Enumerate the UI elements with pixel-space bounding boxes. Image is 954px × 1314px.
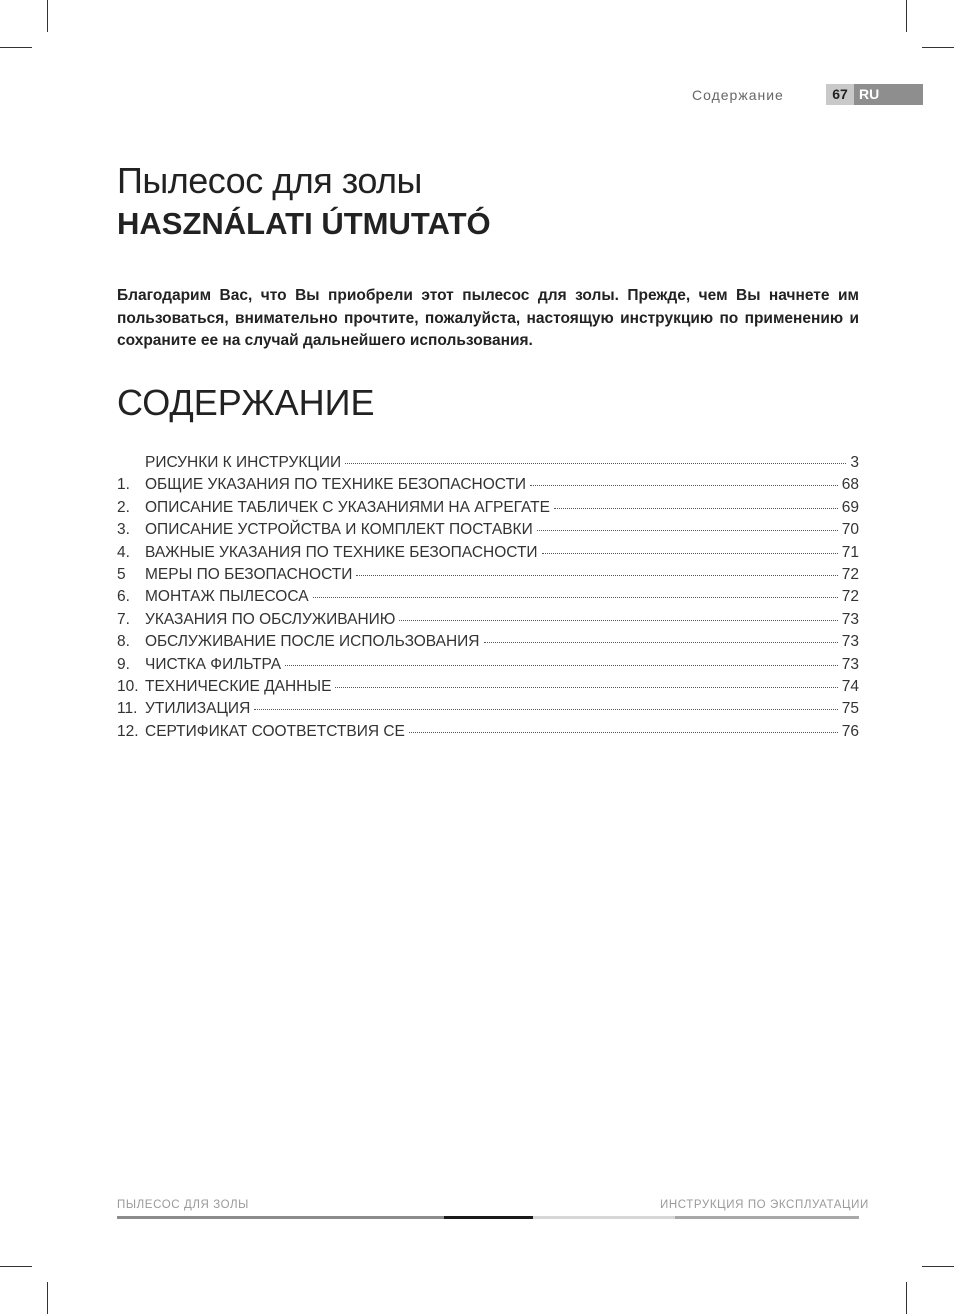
toc-entry-page: 71 <box>841 543 859 561</box>
toc-entry-number: 5 <box>117 565 126 583</box>
table-of-contents <box>117 454 859 745</box>
toc-dot-leader <box>335 686 837 688</box>
toc-entry-label: УТИЛИЗАЦИЯ <box>145 700 251 718</box>
toc-entry-page: 74 <box>841 677 859 695</box>
toc-entry-page: 72 <box>841 565 859 583</box>
toc-entry-number: 4. <box>117 543 130 561</box>
toc-entry[interactable] <box>117 656 859 678</box>
toc-entry[interactable] <box>117 499 859 521</box>
toc-entry[interactable] <box>117 611 859 633</box>
crop-mark <box>0 47 32 48</box>
toc-entry-number: 10. <box>117 677 139 695</box>
toc-dot-leader <box>542 552 838 554</box>
toc-entry-number: 2. <box>117 498 130 516</box>
toc-entry[interactable] <box>117 633 859 655</box>
toc-entry-label: ОБЩИЕ УКАЗАНИЯ ПО ТЕХНИКЕ БЕЗОПАСНОСТИ <box>145 476 527 494</box>
toc-entry-label: ОПИСАНИЕ УСТРОЙСТВА И КОМПЛЕКТ ПОСТАВКИ <box>145 521 533 539</box>
toc-entry-number: 8. <box>117 633 130 651</box>
intro-paragraph: Благодарим Вас, что Вы приобрели этот пылесос для золы. Прежде, чем Вы начнете им пользоваться, внимательно прочтите, пожалуйста, настоящую инструкцию по применению и сохраните ее на случай дальнейшего использования. <box>117 287 859 349</box>
toc-entry-page: 3 <box>850 454 859 471</box>
document-subtitle: HASZNÁLATI ÚTMUTATÓ <box>117 206 491 241</box>
crop-mark <box>47 0 48 32</box>
crop-mark <box>906 1282 907 1314</box>
toc-entry-label: МОНТАЖ ПЫЛЕСОСА <box>145 588 309 606</box>
crop-mark <box>922 1266 954 1267</box>
toc-dot-leader <box>409 731 838 733</box>
toc-entry[interactable] <box>117 588 859 610</box>
toc-entry-page: 70 <box>841 521 859 539</box>
toc-entry-label: МЕРЫ ПО БЕЗОПАСНОСТИ <box>145 565 353 583</box>
toc-dot-leader <box>484 641 838 643</box>
toc-entry-number: 3. <box>117 521 130 539</box>
toc-entry-page: 75 <box>841 700 859 718</box>
toc-entry-label: ЧИСТКА ФИЛЬТРА <box>145 655 282 673</box>
toc-entry[interactable] <box>117 454 859 476</box>
toc-entry-label: СЕРТИФИКАТ СООТВЕТСТВИЯ CE <box>145 722 405 740</box>
footer-product-name: ПЫЛЕСОС ДЛЯ ЗОЛЫ <box>117 1199 249 1211</box>
toc-entry-number: 7. <box>117 610 130 628</box>
footer-document-type: ИНСТРУКЦИЯ ПО ЭКСПЛУАТАЦИИ <box>660 1199 869 1211</box>
toc-entry[interactable] <box>117 678 859 700</box>
toc-entry[interactable] <box>117 544 859 566</box>
toc-entry[interactable] <box>117 476 859 498</box>
toc-entry-number: 1. <box>117 476 130 494</box>
toc-dot-leader <box>399 619 837 621</box>
toc-entry-label: РИСУНКИ К ИНСТРУКЦИИ <box>145 454 342 471</box>
document-title: Пылесос для золы <box>117 160 422 201</box>
toc-dot-leader <box>254 708 837 710</box>
header-section-title: Содержание <box>692 87 784 103</box>
toc-entry-number: 11. <box>117 700 138 718</box>
toc-entry-label: ОБСЛУЖИВАНИЕ ПОСЛЕ ИСПОЛЬЗОВАНИЯ <box>145 633 480 651</box>
crop-mark <box>47 1282 48 1314</box>
toc-entry-label: ВАЖНЫЕ УКАЗАНИЯ ПО ТЕХНИКЕ БЕЗОПАСНОСТИ <box>145 543 538 561</box>
toc-entry-label: ТЕХНИЧЕСКИЕ ДАННЫЕ <box>145 677 332 695</box>
toc-dot-leader <box>530 484 838 486</box>
toc-entry[interactable] <box>117 521 859 543</box>
toc-entry-page: 73 <box>841 655 859 673</box>
toc-entry-page: 73 <box>841 610 859 628</box>
crop-mark <box>0 1266 32 1267</box>
contents-heading: СОДЕРЖАНИЕ <box>117 382 375 423</box>
toc-dot-leader <box>345 462 846 464</box>
toc-entry[interactable] <box>117 723 859 745</box>
toc-dot-leader <box>313 596 838 598</box>
toc-entry-number: 12. <box>117 722 139 740</box>
toc-entry[interactable] <box>117 566 859 588</box>
toc-entry-page: 68 <box>841 476 859 494</box>
toc-entry-page: 72 <box>841 588 859 606</box>
toc-dot-leader <box>537 529 838 531</box>
footer-rule-accent <box>444 1216 533 1219</box>
toc-entry-number: 6. <box>117 588 130 606</box>
page-number: 67 <box>826 84 854 105</box>
crop-mark <box>906 0 907 32</box>
toc-dot-leader <box>554 507 838 509</box>
toc-entry-page: 69 <box>841 498 859 516</box>
footer-rule <box>117 1216 444 1219</box>
toc-entry-page: 73 <box>841 633 859 651</box>
toc-dot-leader <box>285 664 838 666</box>
toc-dot-leader <box>356 574 837 576</box>
toc-entry-label: ОПИСАНИЕ ТАБЛИЧЕК С УКАЗАНИЯМИ НА АГРЕГАТЕ <box>145 498 550 516</box>
toc-entry[interactable] <box>117 700 859 722</box>
footer-rule <box>533 1216 675 1219</box>
toc-entry-page: 76 <box>841 722 859 740</box>
page-badge <box>826 84 923 105</box>
toc-entry-number: 9. <box>117 655 130 673</box>
language-code: RU <box>854 84 923 105</box>
crop-mark <box>922 47 954 48</box>
toc-entry-label: УКАЗАНИЯ ПО ОБСЛУЖИВАНИЮ <box>145 610 396 628</box>
footer-rule <box>675 1216 859 1219</box>
